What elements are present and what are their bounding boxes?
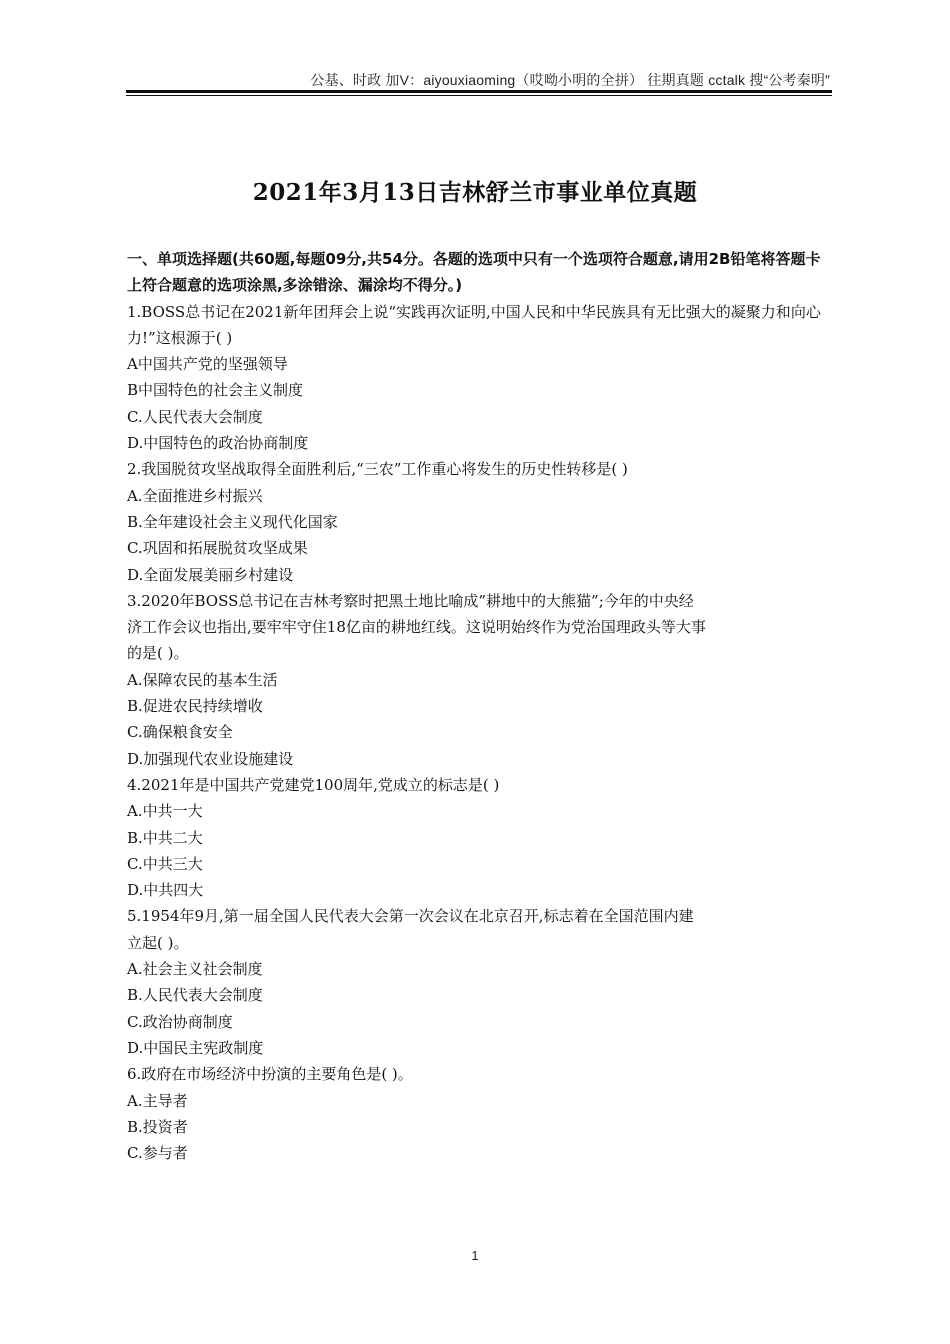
option-a: A.保障农民的基本生活 [127,670,278,689]
question-block-6 [127,1061,833,1166]
option-b: B.中共二大 [127,828,203,847]
option-c: C.政治协商制度 [127,1012,233,1031]
page-title: 2021年3月13日吉林舒兰市事业单位真题 [252,179,698,206]
question-block-2 [127,456,833,587]
question-stem: 4.2021年是中国共产党建党100周年,党成立的标志是( ) [127,775,500,794]
section-intro: 一、单项选择题(共60题,每题09分,共54分。各题的选项中只有一个选项符合题意,请用2B铅笔将答题卡上符合题意的选项涂黑,多涂错涂、漏涂均不得分。) [127,250,821,295]
option-b: B.投资者 [127,1117,188,1136]
question-stem-line: 3.2020年BOSS总书记在吉林考察时把黑土地比喻成”耕地中的大熊猫”;今年的中央经 [127,591,694,610]
option-d: D.加强现代农业设施建设 [127,749,294,768]
question-block-3 [127,588,833,772]
question-stem-line: 的是( )。 [127,644,189,663]
option-c: C.参与者 [127,1144,188,1163]
option-d: D.中共四大 [127,881,204,900]
option-b: B.人民代表大会制度 [127,986,263,1005]
question-stem: 2.我国脱贫攻坚战取得全面胜利后,“三农”工作重心将发生的历史性转移是( ) [127,460,628,479]
option-d: D.中国民主宪政制度 [127,1038,264,1057]
option-a: A.社会主义社会制度 [127,960,263,979]
option-b: B.促进农民持续增收 [127,697,263,716]
option-a: A.主导者 [127,1091,188,1110]
option-c: C.中共三大 [127,854,203,873]
header-text: 公基、时政 加V：aiyouxiaoming（哎呦小明的全拼） 往期真题 cctalk 搜“公考秦明” [310,72,830,88]
page-number: 1 [471,1248,479,1263]
option-d: D.中国特色的政治协商制度 [127,434,309,453]
question-stem: 6.政府在市场经济中扮演的主要角色是( )。 [127,1065,413,1084]
header-rule-thick [126,90,832,93]
option-c: C.巩固和拓展脱贫攻坚成果 [127,539,308,558]
document-body [127,246,833,1166]
option-b: B.全年建设社会主义现代化国家 [127,512,338,531]
question-block-5 [127,903,833,1061]
question-block-4 [127,772,833,903]
option-a: A.中共一大 [127,802,203,821]
question-stem-line: 济工作会议也指出,要牢牢守住18亿亩的耕地红线。这说明始终作为党治国理政头等大事 [127,618,706,637]
option-a: A.全面推进乡村振兴 [127,486,263,505]
option-a: A中国共产党的坚强领导 [127,355,288,374]
question-stem-line: 立起( )。 [127,933,189,952]
question-stem: 1.BOSS总书记在2021新年团拜会上说“实践再次证明,中国人民和中华民族具有无比强大的凝聚力和向心力!”这根源于( ) [127,302,821,347]
option-d: D.全面发展美丽乡村建设 [127,565,294,584]
option-c: C.确保粮食安全 [127,723,233,742]
option-b: B中国特色的社会主义制度 [127,381,304,400]
option-c: C.人民代表大会制度 [127,407,263,426]
question-stem-line: 5.1954年9月,第一届全国人民代表大会第一次会议在北京召开,标志着在全国范围内建 [127,907,694,926]
question-block-1 [127,299,833,457]
header-rule-thin [126,95,832,96]
